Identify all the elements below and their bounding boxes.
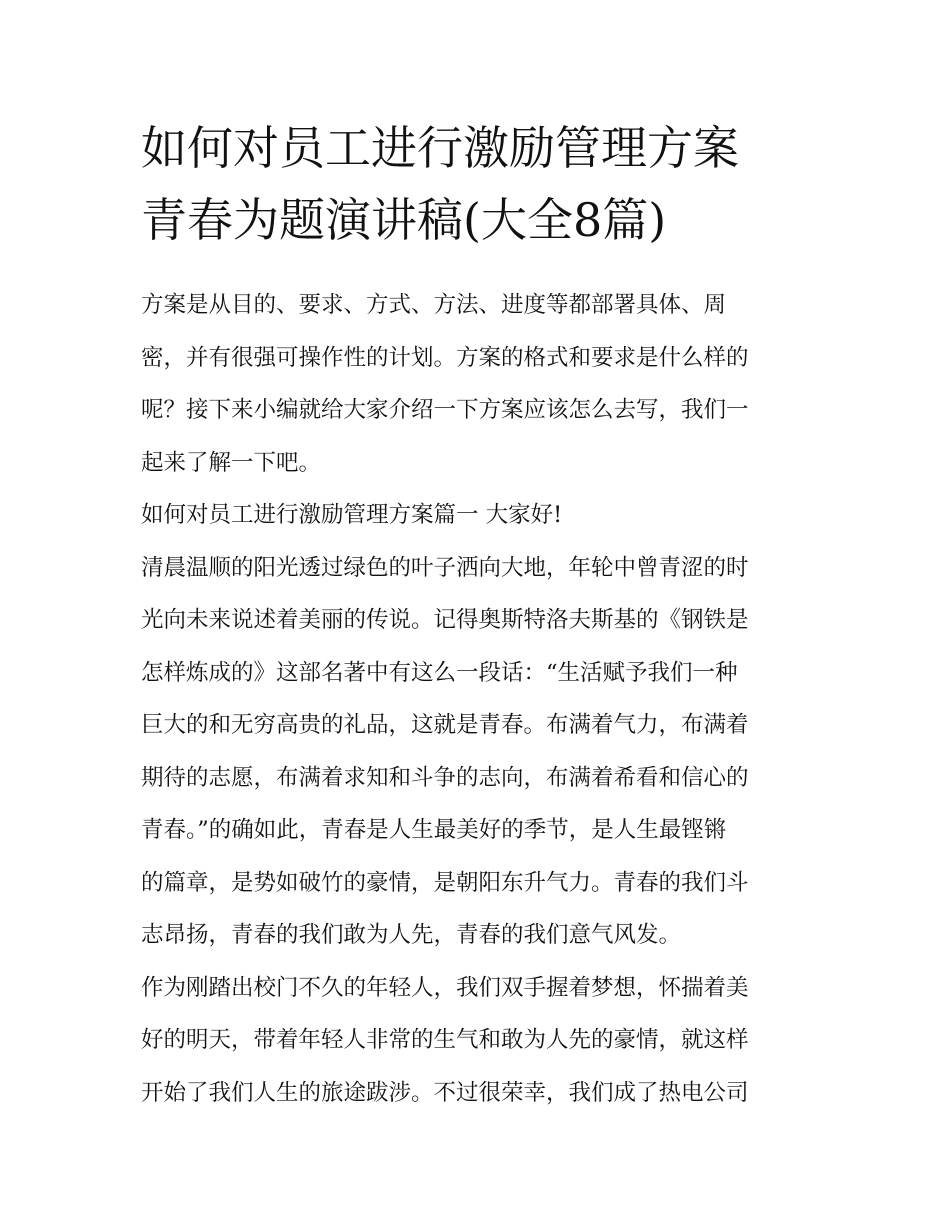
title-line-2: 青春为题演讲稿(大全8篇) — [141, 193, 667, 247]
document-body — [141, 279, 813, 1119]
text-line: 青春。”的确如此，青春是人生最美好的季节，是人生最铿锵 — [141, 817, 727, 843]
text-line: 方案是从目的、要求、方式、方法、进度等都部署具体、周 — [141, 292, 727, 318]
text-line: 开始了我们人生的旅途跋涉。不过很荣幸，我们成了热电公司 — [141, 1079, 749, 1106]
section-heading-paragraph — [141, 489, 813, 542]
text-line: 清晨温顺的阳光透过绿色的叶子洒向大地，年轮中曾青涩的时 — [141, 554, 749, 581]
text-line: 密，并有很强可操作性的计划。方案的格式和要求是什么样的 — [141, 344, 749, 371]
text-line: 期待的志愿，布满着求知和斗争的志向，布满着希看和信心的 — [141, 764, 749, 791]
text-line: 作为刚踏出校门不久的年轻人，我们双手握着梦想，怀揣着美 — [141, 974, 749, 1001]
document-title — [141, 112, 813, 256]
document-page — [141, 112, 813, 1119]
text-line: 起来了解一下吧。 — [141, 449, 322, 476]
text-line: 光向未来说述着美丽的传说。记得奥斯特洛夫斯基的《钢铁是 — [141, 607, 749, 633]
intro-paragraph — [141, 279, 813, 489]
text-line: 巨大的和无穷高贵的礼品，这就是青春。布满着气力，布满着 — [141, 712, 749, 738]
body-paragraph — [141, 542, 813, 962]
text-line: 好的明天，带着年轻人非常的生气和敢为人先的豪情，就这样 — [141, 1027, 749, 1053]
body-paragraph — [141, 962, 813, 1120]
text-line: 志昂扬，青春的我们敢为人先，青春的我们意气风发。 — [141, 922, 682, 948]
text-line: 的篇章，是势如破竹的豪情，是朝阳东升气力。青春的我们斗 — [141, 869, 749, 896]
text-line: 如何对员工进行激励管理方案篇一 大家好! — [141, 502, 563, 528]
text-line: 怎样炼成的》这部名著中有这么一段话：“生活赋予我们一种 — [141, 659, 738, 686]
title-line-1: 如何对员工进行激励管理方案 — [141, 121, 739, 175]
text-line: 呢？接下来小编就给大家介绍一下方案应该怎么去写，我们一 — [141, 397, 749, 423]
